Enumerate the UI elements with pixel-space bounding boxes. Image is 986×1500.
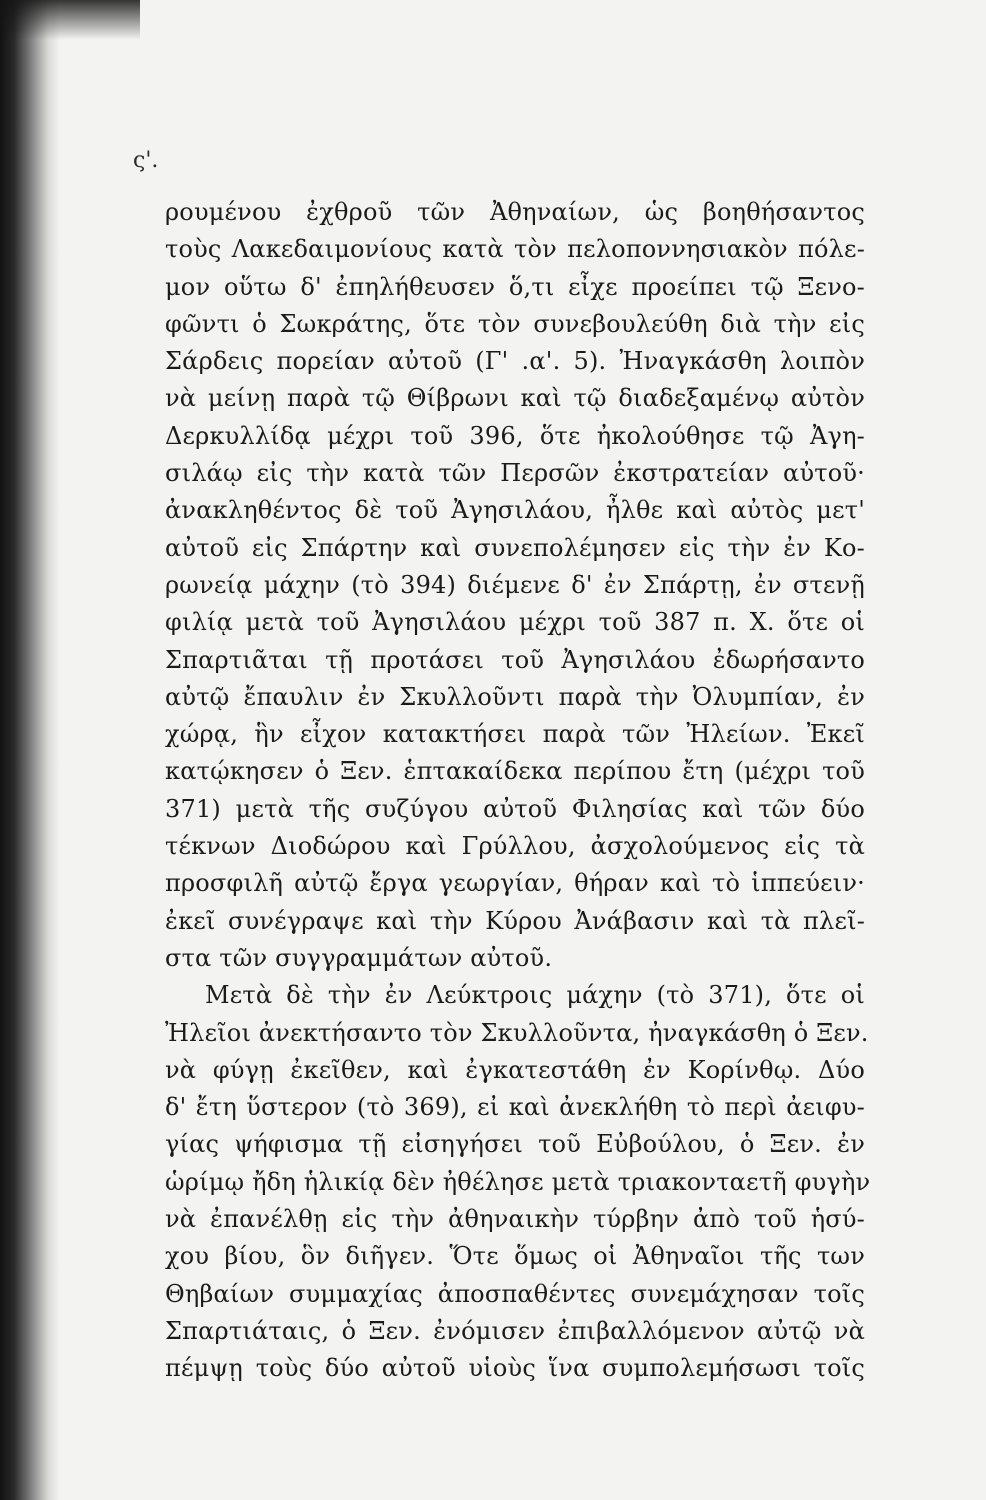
text-line: σιλάῳ εἰς τὴν κατὰ τῶν Περσῶν ἐκστρατείαν αὐτοῦ· (165, 459, 865, 488)
text-line: νὰ μείνῃ παρὰ τῷ Θίβρωνι καὶ τῷ διαδεξαμένῳ αὐτὸν (165, 384, 865, 413)
text-line: Σπαρτιάταις, ὁ Ξεν. ἐνόμισεν ἐπιβαλλόμενον αὐτῷ νὰ (165, 1316, 865, 1345)
text-line: δ' ἔτη ὕστερον (τὸ 369), εἰ καὶ ἀνεκλήθη τὸ περὶ ἀειφυ- (165, 1093, 865, 1122)
text-line: ἀνακληθέντος δὲ τοῦ Ἀγησιλάου, ἦλθε καὶ αὐτὸς μετ' (165, 496, 865, 525)
paragraph-start-line: Μετὰ δὲ τὴν ἐν Λεύκτροις μάχην (τὸ 371), ὅτε οἱ (205, 981, 865, 1010)
text-line: 371) μετὰ τῆς συζύγου αὐτοῦ Φιλησίας καὶ τῶν δύο (165, 794, 865, 823)
text-line: ἐκεῖ συνέγραψε καὶ τὴν Κύρου Ἀνάβασιν καὶ τὰ πλεῖ- (165, 906, 865, 935)
text-line: τέκνων Διοδώρου καὶ Γρύλλου, ἀσχολούμενος εἰς τὰ (165, 832, 865, 861)
body-text (165, 194, 871, 1388)
text-line: ὡρίμῳ ἤδη ἡλικίᾳ δὲν ἠθέλησε μετὰ τριακονταετῆ φυγὴν (165, 1167, 871, 1196)
text-line: Δερκυλλίδᾳ μέχρι τοῦ 396, ὅτε ἠκολούθησε τῷ Ἀγη- (165, 421, 865, 450)
scan-corner-shadow (0, 0, 140, 40)
text-line: αὐτοῦ εἰς Σπάρτην καὶ συνεπολέμησεν εἰς τὴν ἐν Κο- (165, 533, 865, 562)
page-number: ς'. (133, 148, 159, 173)
text-line: ρωνείᾳ μάχην (τὸ 394) διέμενε δ' ἐν Σπάρτῃ, ἐν στενῇ (165, 570, 865, 599)
text-line: αὐτῷ ἔπαυλιν ἐν Σκυλλοῦντι παρὰ τὴν Ὀλυμπίαν, ἐν (165, 682, 865, 711)
text-line: Θηβαίων συμμαχίας ἀποσπαθέντες συνεμάχησαν τοῖς (165, 1279, 865, 1308)
text-line: Σπαρτιᾶται τῇ προτάσει τοῦ Ἀγησιλάου ἐδωρήσαντο (165, 645, 865, 674)
text-line: ρουμένου ἐχθροῦ τῶν Ἀθηναίων, ὡς βοηθήσαντος (165, 198, 865, 226)
text-line: μον οὕτω δ' ἐπηλήθευσεν ὅ,τι εἶχε προείπει τῷ Ξενο- (165, 272, 865, 301)
text-line: πέμψῃ τοὺς δύο αὐτοῦ υἱοὺς ἵνα συμπολεμήσωσι τοῖς (165, 1354, 865, 1383)
text-line: γίας ψήφισμα τῇ εἰσηγήσει τοῦ Εὐβούλου, ὁ Ξεν. ἐν (165, 1130, 865, 1159)
text-line: στα τῶν συγγραμμάτων αὐτοῦ. (165, 943, 553, 972)
text-line: φιλίᾳ μετὰ τοῦ Ἀγησιλάου μέχρι τοῦ 387 π. Χ. ὅτε οἱ (165, 608, 865, 637)
text-line: Ἠλεῖοι ἀνεκτήσαντο τὸν Σκυλλοῦντα, ἠναγκάσθη ὁ Ξεν. (165, 1018, 869, 1047)
text-line: τοὺς Λακεδαιμονίους κατὰ τὸν πελοποννησιακὸν πόλε- (165, 235, 865, 264)
text-line: προσφιλῆ αὐτῷ ἔργα γεωργίαν, θήραν καὶ τὸ ἱππεύειν· (165, 869, 865, 898)
text-line: χου βίου, ὃν διῆγεν. Ὅτε ὅμως οἱ Ἀθηναῖοι τῆς των (165, 1242, 865, 1271)
text-line: Σάρδεις πορείαν αὐτοῦ (Γ' .α'. 5). Ἠναγκάσθη λοιπὸν (165, 347, 865, 376)
text-line: κατῴκησεν ὁ Ξεν. ἑπτακαίδεκα περίπου ἔτη (μέχρι τοῦ (165, 757, 865, 786)
text-line: φῶντι ὁ Σωκράτης, ὅτε τὸν συνεβουλεύθη διὰ τὴν εἰς (165, 309, 865, 338)
scan-page-edge (0, 0, 60, 1500)
text-line: νὰ ἐπανέλθῃ εἰς τὴν ἀθηναικὴν τύρβην ἀπὸ τοῦ ἡσύ- (165, 1205, 865, 1234)
text-line: χώρᾳ, ἣν εἶχον κατακτήσει παρὰ τῶν Ἠλείων. Ἐκεῖ (165, 720, 865, 749)
text-line: νὰ φύγῃ ἐκεῖθεν, καὶ ἐγκατεστάθη ἐν Κορίνθῳ. Δύο (165, 1055, 865, 1084)
